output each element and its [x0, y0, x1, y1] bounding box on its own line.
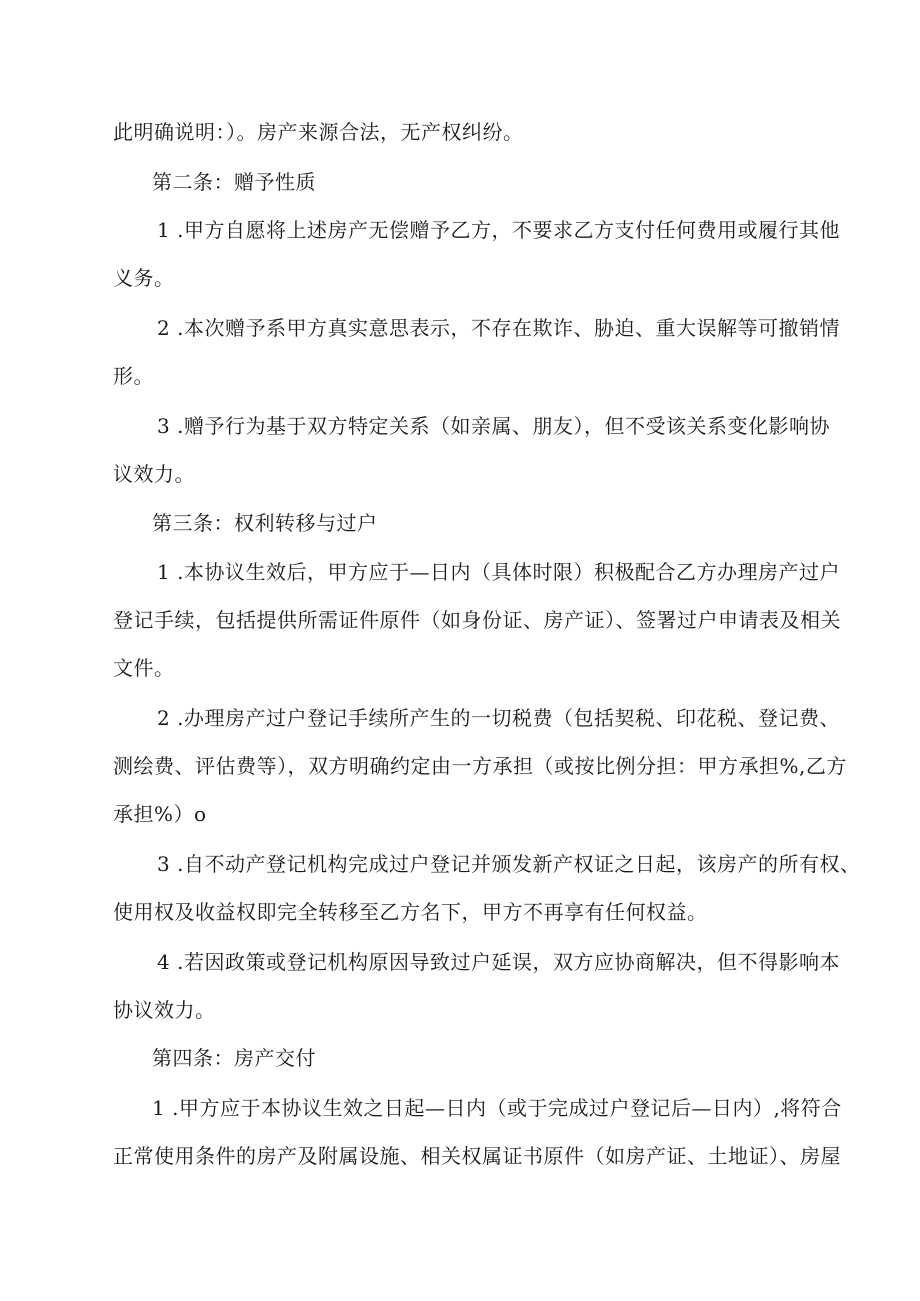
article-4-heading: 第四条：房产交付	[152, 1046, 316, 1070]
article-3-clause-3-line-1: 3 .自不动产登记机构完成过户登记并颁发新产权证之日起，该房产的所有权、	[157, 852, 861, 876]
article-2-heading: 第二条：赠予性质	[152, 170, 316, 194]
article-3-clause-3-line-2: 使用权及收益权即完全转移至乙方名下，甲方不再享有任何权益。	[113, 900, 708, 924]
article-3-clause-1-line-1: 1 .本协议生效后，甲方应于—日内（具体时限）积极配合乙方办理房产过户	[157, 560, 840, 584]
article-3-clause-2-line-1: 2 .办理房产过户登记手续所产生的一切税费（包括契税、印花税、登记费、	[157, 706, 840, 730]
article-4-clause-1-line-1: 1 .甲方应于本协议生效之日起—日内（或于完成过户登记后—日内）,将符合	[152, 1096, 842, 1120]
article-3-clause-2-line-3: 承担%）o	[113, 802, 207, 826]
article-2-clause-1-line-1: 1 .甲方自愿将上述房产无偿赠予乙方，不要求乙方支付任何费用或履行其他	[157, 218, 840, 242]
article-2-clause-1-line-2: 义务。	[113, 266, 175, 290]
article-3-clause-4-line-1: 4 .若因政策或登记机构原因导致过户延误，双方应协商解决，但不得影响本	[157, 950, 840, 974]
paragraph-continuation: 此明确说明：）。房产来源合法，无产权纠纷。	[113, 120, 524, 144]
article-4-clause-1-line-2: 正常使用条件的房产及附属设施、相关权属证书原件（如房产证、土地证）、房屋	[113, 1144, 841, 1168]
article-2-clause-3-line-2: 议效力。	[113, 462, 195, 486]
article-3-clause-4-line-2: 协议效力。	[113, 998, 216, 1022]
article-3-heading: 第三条：权利转移与过户	[152, 511, 378, 535]
article-2-clause-2-line-2: 形。	[113, 364, 154, 388]
article-3-clause-2-line-2: 测绘费、评估费等），双方明确约定由一方承担（或按比例分担：甲方承担%,乙方	[113, 754, 847, 778]
article-2-clause-3-line-1: 3 .赠予行为基于双方特定关系（如亲属、朋友），但不受该关系变化影响协	[157, 414, 830, 438]
article-3-clause-1-line-2: 登记手续，包括提供所需证件原件（如身份证、房产证）、签署过户申请表及相关	[113, 608, 841, 632]
article-3-clause-1-line-3: 文件。	[113, 656, 175, 680]
article-2-clause-2-line-1: 2 .本次赠予系甲方真实意思表示，不存在欺诈、胁迫、重大误解等可撤销情	[157, 316, 840, 340]
